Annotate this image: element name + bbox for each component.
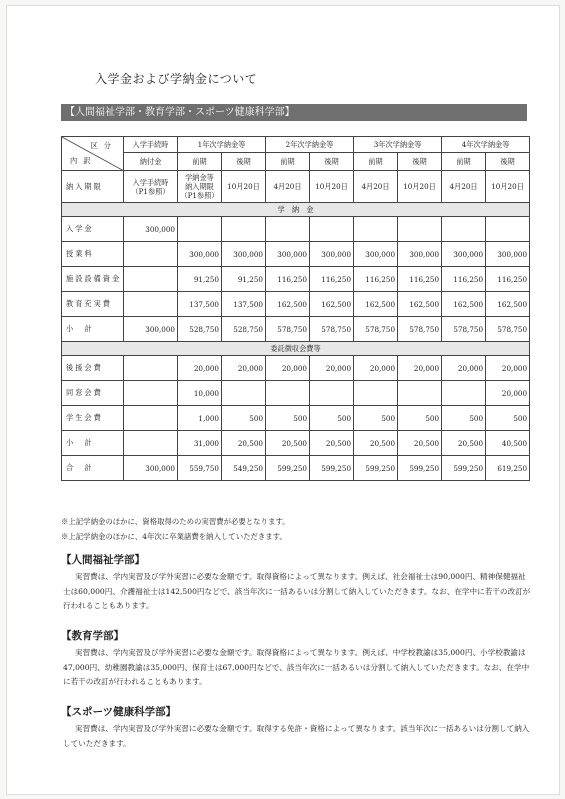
- fee-table: [61, 136, 530, 481]
- period-cell: 学納金等 納入期限 （P1参照）: [178, 171, 222, 203]
- amount-cell: [398, 381, 442, 406]
- period-label: 納入期限: [62, 171, 124, 203]
- amount-cell: 300,000: [266, 242, 310, 267]
- amount-cell: 599,250: [266, 456, 310, 481]
- sub-header-cell: 納付金: [124, 153, 178, 171]
- table-row: [62, 356, 530, 381]
- header-cell: 2年次学納金等: [266, 137, 354, 153]
- notes: [61, 514, 290, 544]
- kubun-label: 区分: [90, 141, 117, 150]
- amount-cell: [222, 217, 266, 242]
- sub-header-cell: 後期: [486, 153, 530, 171]
- section-heading: 【教育学部】: [61, 630, 124, 642]
- amount-cell: 300,000: [124, 456, 178, 481]
- header-cell: 1年次学納金等: [178, 137, 266, 153]
- amount-cell: 162,500: [398, 292, 442, 317]
- amount-cell: [222, 381, 266, 406]
- amount-cell: [178, 217, 222, 242]
- period-cell: 4月20日: [442, 171, 486, 203]
- sub-header-cell: 前期: [178, 153, 222, 171]
- amount-cell: 20,000: [486, 381, 530, 406]
- amount-cell: 559,750: [178, 456, 222, 481]
- amount-cell: 20,000: [222, 356, 266, 381]
- period-cell: 10月20日: [310, 171, 354, 203]
- tuition-rows: [62, 217, 530, 342]
- table-row: [62, 381, 530, 406]
- amount-cell: 599,250: [398, 456, 442, 481]
- header-cell: 入学手続時: [124, 137, 178, 153]
- period-row: [62, 171, 530, 203]
- section-body: 実習費は、学内実習及び学外実習に必要な金額です。取得資格によって異なります。例えば、中学校教諭は35,000円、小学校教諭は47,000円、幼稚園教諭は35,000円、保育士は67,000円などで、該当年次に一括あるいは分割して納入していただきます。なお、在学中に若干の改訂が行われることもあります。: [63, 648, 530, 686]
- amount-cell: 300,000: [398, 242, 442, 267]
- amount-cell: 300,000: [354, 242, 398, 267]
- sub-header-cell: 前期: [442, 153, 486, 171]
- sub-header-cell: 後期: [222, 153, 266, 171]
- amount-cell: 20,000: [354, 356, 398, 381]
- period-cell: 4月20日: [354, 171, 398, 203]
- amount-cell: 20,500: [442, 431, 486, 456]
- amount-cell: 91,250: [178, 267, 222, 292]
- amount-cell: 162,500: [442, 292, 486, 317]
- row-label: 授業料: [62, 242, 124, 267]
- note-line: ※上記学納金のほかに、資格取得のための実習費が必要となります。: [61, 517, 290, 526]
- amount-cell: 578,750: [266, 317, 310, 342]
- amount-cell: 528,750: [178, 317, 222, 342]
- section-heading: 【人間福祉学部】: [61, 554, 145, 566]
- amount-cell: 31,000: [178, 431, 222, 456]
- amount-cell: 116,250: [398, 267, 442, 292]
- amount-cell: 300,000: [310, 242, 354, 267]
- table-row: [62, 317, 530, 342]
- period-cell: 入学手続時 （P1参照）: [124, 171, 178, 203]
- amount-cell: 20,500: [398, 431, 442, 456]
- amount-cell: 500: [310, 406, 354, 431]
- amount-cell: 300,000: [222, 242, 266, 267]
- amount-cell: 137,500: [222, 292, 266, 317]
- sub-header-cell: 前期: [354, 153, 398, 171]
- period-cell: 10月20日: [398, 171, 442, 203]
- amount-cell: 162,500: [354, 292, 398, 317]
- amount-cell: 20,500: [222, 431, 266, 456]
- amount-cell: 20,500: [310, 431, 354, 456]
- amount-cell: [124, 406, 178, 431]
- row-label: 小 計: [62, 317, 124, 342]
- amount-cell: 20,000: [442, 356, 486, 381]
- amount-cell: [124, 242, 178, 267]
- amount-cell: [442, 217, 486, 242]
- amount-cell: 300,000: [124, 317, 178, 342]
- table-row: [62, 292, 530, 317]
- amount-cell: 20,000: [310, 356, 354, 381]
- amount-cell: [442, 381, 486, 406]
- amount-cell: 300,000: [124, 217, 178, 242]
- amount-cell: 20,000: [266, 356, 310, 381]
- amount-cell: [354, 217, 398, 242]
- table-row: [62, 456, 530, 481]
- amount-cell: 1,000: [178, 406, 222, 431]
- amount-cell: 162,500: [486, 292, 530, 317]
- amount-cell: [486, 217, 530, 242]
- amount-cell: 578,750: [310, 317, 354, 342]
- amount-cell: 528,750: [222, 317, 266, 342]
- row-label: 教育充実費: [62, 292, 124, 317]
- amount-cell: 116,250: [310, 267, 354, 292]
- table-row: [62, 406, 530, 431]
- row-label: 施設設備資金: [62, 267, 124, 292]
- section-title: 学 納 金: [62, 203, 530, 217]
- period-cell: 10月20日: [486, 171, 530, 203]
- amount-cell: 116,250: [354, 267, 398, 292]
- amount-cell: 549,250: [222, 456, 266, 481]
- period-cell: 4月20日: [266, 171, 310, 203]
- amount-cell: 599,250: [310, 456, 354, 481]
- amount-cell: 619,250: [486, 456, 530, 481]
- amount-cell: 500: [266, 406, 310, 431]
- amount-cell: 116,250: [486, 267, 530, 292]
- amount-cell: [124, 381, 178, 406]
- amount-cell: [124, 292, 178, 317]
- row-label: 合 計: [62, 456, 124, 481]
- sub-header-cell: 前期: [266, 153, 310, 171]
- amount-cell: 20,000: [486, 356, 530, 381]
- amount-cell: [124, 431, 178, 456]
- sub-header-cell: 後期: [398, 153, 442, 171]
- amount-cell: 500: [442, 406, 486, 431]
- amount-cell: 300,000: [486, 242, 530, 267]
- table-row: [62, 431, 530, 456]
- fee-rows: [62, 356, 530, 481]
- row-label: 入学金: [62, 217, 124, 242]
- section-body: 実習費は、学内実習及び学外実習に必要な金額です。取得する免許・資格によって異なります。該当年次に一括あるいは分割して納入していただきます。: [63, 724, 530, 748]
- amount-cell: 599,250: [442, 456, 486, 481]
- table-row: [62, 217, 530, 242]
- naiyaku-label: 内訳: [70, 156, 97, 165]
- header-cell: 3年次学納金等: [354, 137, 442, 153]
- amount-cell: 20,500: [266, 431, 310, 456]
- amount-cell: 300,000: [442, 242, 486, 267]
- amount-cell: [398, 217, 442, 242]
- amount-cell: 500: [222, 406, 266, 431]
- amount-cell: [354, 381, 398, 406]
- amount-cell: [310, 217, 354, 242]
- sub-header-cell: 後期: [310, 153, 354, 171]
- amount-cell: 20,500: [354, 431, 398, 456]
- header-kubun-cell: [62, 137, 124, 171]
- amount-cell: 10,000: [178, 381, 222, 406]
- section-heading: 【スポーツ健康科学部】: [61, 706, 177, 718]
- row-label: 後援会費: [62, 356, 124, 381]
- amount-cell: 20,000: [178, 356, 222, 381]
- document-page: [7, 6, 559, 794]
- amount-cell: 578,750: [486, 317, 530, 342]
- amount-cell: [266, 217, 310, 242]
- row-label: 同窓会費: [62, 381, 124, 406]
- amount-cell: 116,250: [266, 267, 310, 292]
- amount-cell: 500: [486, 406, 530, 431]
- amount-cell: 91,250: [222, 267, 266, 292]
- amount-cell: 500: [398, 406, 442, 431]
- amount-cell: 137,500: [178, 292, 222, 317]
- amount-cell: 500: [354, 406, 398, 431]
- amount-cell: 578,750: [354, 317, 398, 342]
- section-row: [62, 203, 530, 217]
- row-label: 小 計: [62, 431, 124, 456]
- section-title: 委託徴収会費等: [62, 342, 530, 356]
- amount-cell: 116,250: [442, 267, 486, 292]
- period-cell: 10月20日: [222, 171, 266, 203]
- amount-cell: 300,000: [178, 242, 222, 267]
- amount-cell: 162,500: [266, 292, 310, 317]
- amount-cell: [124, 356, 178, 381]
- faculty-band: 【人間福祉学部・教育学部・スポーツ健康科学部】: [61, 104, 527, 121]
- table-row: [62, 242, 530, 267]
- amount-cell: 578,750: [442, 317, 486, 342]
- header-cell: 4年次学納金等: [442, 137, 530, 153]
- amount-cell: [310, 381, 354, 406]
- amount-cell: 40,500: [486, 431, 530, 456]
- amount-cell: 162,500: [310, 292, 354, 317]
- section-body: 実習費は、学内実習及び学外実習に必要な金額です。取得資格によって異なります。例えば、社会福祉士は90,000円、精神保健福祉士は60,000円、介護福祉士は142,500円などで、該当年次に一括あるいは分割して納入していただきます。なお、在学中に若干の改訂が行われることもあります。: [63, 572, 531, 610]
- sub-header-row: [62, 153, 530, 171]
- amount-cell: [124, 267, 178, 292]
- table-row: [62, 267, 530, 292]
- amount-cell: 20,000: [398, 356, 442, 381]
- amount-cell: 599,250: [354, 456, 398, 481]
- note-line: ※上記学納金のほかに、4年次に卒業諸費を納入していただきます。: [61, 532, 287, 541]
- row-label: 学生会費: [62, 406, 124, 431]
- amount-cell: [266, 381, 310, 406]
- page-title: 入学金および学納金について: [95, 72, 258, 86]
- section-row: [62, 342, 530, 356]
- amount-cell: 578,750: [398, 317, 442, 342]
